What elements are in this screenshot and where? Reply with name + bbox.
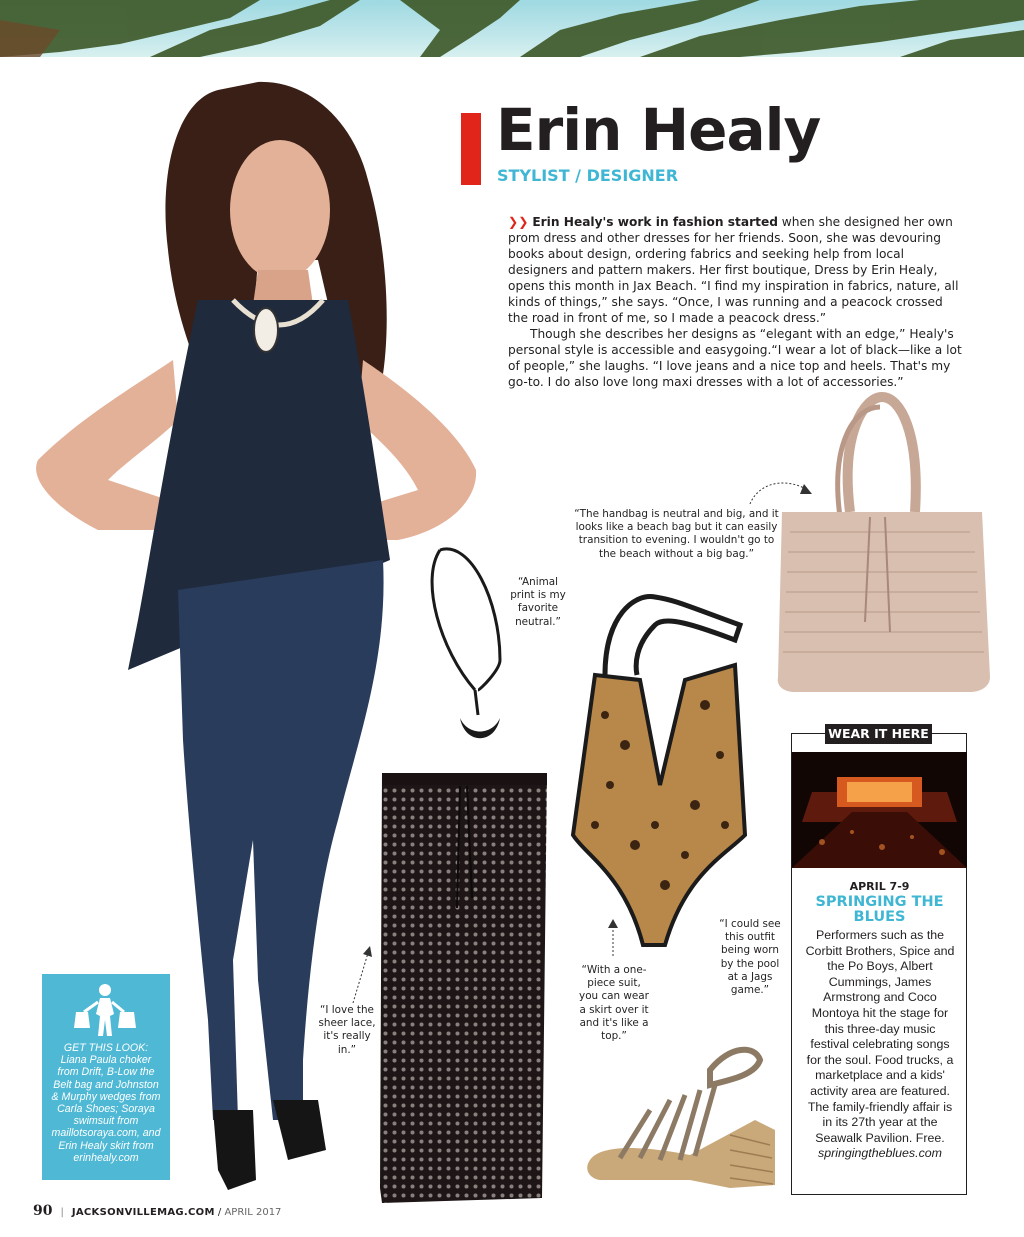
article-body (508, 214, 964, 390)
footer-slash: / (217, 1207, 222, 1218)
quote-swimsuit: “With a one-piece suit, you can wear a skirt over it and it's like a top.” (579, 964, 649, 1043)
skirt-image (372, 768, 555, 1208)
page-footer (33, 1203, 281, 1219)
swimsuit-image (565, 585, 750, 950)
get-this-look-text: GET THIS LOOK: Liana Paula choker from Drift, B-Low the Belt bag and Johnston & Murphy wedges from Carla Shoes; Soraya swimsuit from maillotsoraya.com, and Erin Healy skirt from erinhealy.com (51, 1042, 161, 1164)
double-chevron-icon: ❯❯ (508, 215, 529, 229)
footer-site: JACKSONVILLEMAG.COM (71, 1207, 215, 1218)
quote-handbag: “The handbag is neutral and big, and it looks like a beach bag but it can easily transition to evening. I wouldn't go to the beach without a big bag.” (574, 508, 779, 560)
footer-issue: APRIL 2017 (224, 1207, 282, 1218)
wedge-sandal-image (580, 1040, 780, 1190)
shopper-icon (70, 982, 140, 1038)
handbag-image (770, 392, 995, 697)
quote-outfit: “I could see this outfit being worn by the pool at a Jags game.” (719, 918, 781, 997)
concert-photo (792, 752, 967, 868)
page-subtitle: STYLIST / DESIGNER (497, 166, 679, 185)
article-paragraph-2: Though she describes her designs as “elegant with an edge,” Healy's personal style is accessible and easygoing.“I wear a lot of black—like a lot of people,” she laughs. “I love jeans and a nice top and heels. That's my go-to. I do also love long maxi dresses with a lot of accessories.” (508, 327, 962, 389)
event-description-text: Performers such as the Corbitt Brothers, Spice and the Po Boys, Albert Cummings, James Armstrong and Coco Montoya hit the stage for this three-day music festival celebrating songs for the soul. Food trucks, a marketplace and a kids' activity area are featured. The family-friendly affair is in its 27th year at the Seawalk Pavilion. Free. (805, 928, 955, 1145)
event-date: APRIL 7-9 (849, 880, 910, 893)
event-description (805, 928, 955, 1162)
top-banner-image (0, 0, 1024, 57)
title-accent-bar (461, 113, 481, 185)
wear-it-here-label: WEAR IT HERE (825, 724, 932, 744)
event-link[interactable]: springingtheblues.com (818, 1146, 942, 1161)
page-number: 90 (33, 1203, 53, 1219)
pointer-arrow-icon (607, 918, 619, 958)
article-paragraph (508, 214, 964, 326)
footer-separator: | (60, 1207, 64, 1218)
article-lead: Erin Healy's work in fashion started (532, 215, 778, 229)
article-paragraph-1: when she designed her own prom dress and other dresses for her friends. Soon, she was devouring books about design, ordering fabrics and seeking help from local designers and pattern makers. Her first boutique, Dress by Erin Healy, opens this month in Jax Beach. “I find my inspiration in fabrics, nature, all kinds of things,” she says. “Once, I was running and a peacock crossed the road in front of me, so I made a peacock dress.” (508, 215, 959, 325)
pointer-arrow-icon (350, 945, 375, 1005)
necklace-image (420, 540, 540, 755)
quote-skirt: “I love the sheer lace, it's really in.” (318, 1004, 376, 1056)
quote-necklace: “Animal print is my favorite neutral.” (510, 576, 566, 628)
event-title: SPRINGING THE BLUES (815, 894, 944, 925)
page-title: Erin Healy (496, 96, 821, 164)
